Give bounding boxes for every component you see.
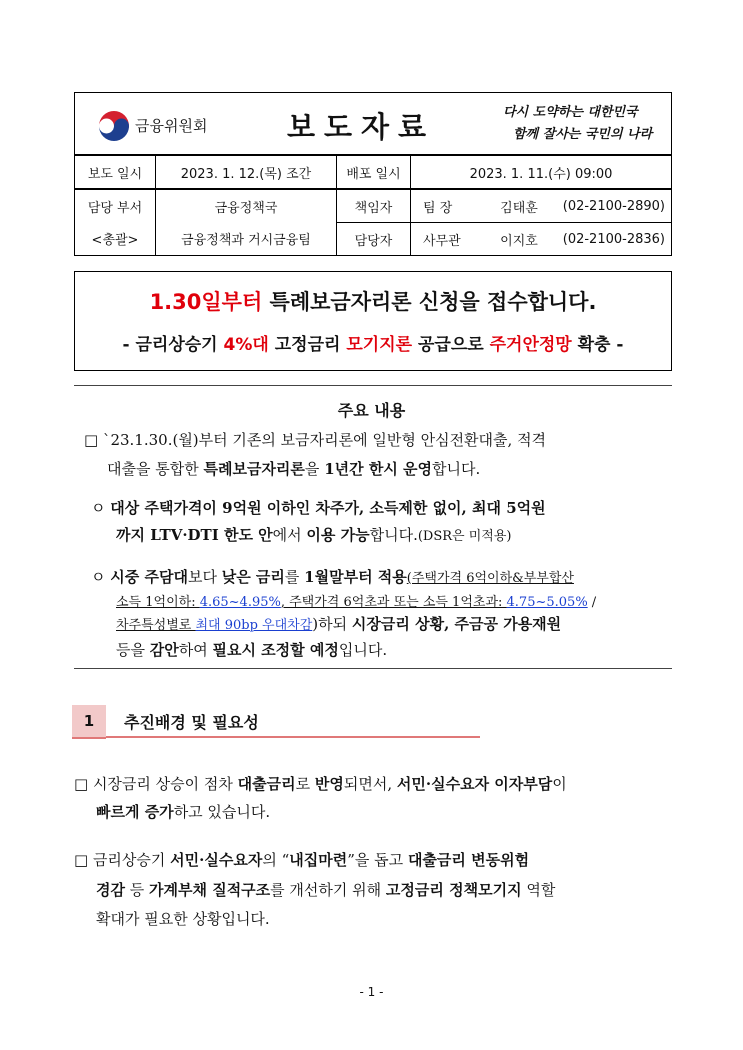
dept-label: 담당 부서 [75, 189, 156, 223]
sub-end: 확충 - [571, 335, 624, 355]
section1-b2-line2: 경감 등 가계부채 질적구조를 개선하기 위해 고정금리 정책모기지 역할 [96, 881, 556, 899]
sub-prefix: - 금리상승기 [122, 335, 224, 355]
headline-text: 특례보금자리론 신청을 접수합니다. [262, 290, 597, 314]
report-date-label: 보도 일시 [75, 155, 156, 189]
headline-date: 1.30일부터 [149, 290, 263, 314]
section1-number: 1 [83, 712, 95, 730]
manager-name: 김태훈 [491, 189, 547, 223]
slogan-line1: 다시 도약하는 대한민국 [503, 105, 638, 120]
summary-heading: 주요 내용 [337, 401, 406, 420]
section1-b2-line1: □ 금리상승기 서민·실수요자의 “내집마련”을 돕고 대출금리 변동위험 [74, 851, 530, 869]
dist-date: 2023. 1. 11.(수) 09:00 [411, 155, 672, 189]
staff-label: 담당자 [337, 223, 411, 256]
section1-b1-line1: □ 시장금리 상승이 점차 대출금리로 반영되면서, 서민·실수요자 이자부담이 [74, 775, 567, 793]
staff-title: 사무관 [411, 223, 492, 256]
subheadline [75, 330, 671, 355]
staff-phone: (02-2100-2836) [547, 223, 672, 256]
slogan-line2: 함께 잘사는 국민의 나라 [513, 127, 653, 142]
manager-title: 팀 장 [411, 189, 492, 223]
summary-p2-line2: 까지 LTV·DTI 한도 안에서 이용 가능합니다.(DSR은 미적용) [116, 526, 512, 544]
taeguk-logo-icon [97, 109, 131, 143]
summary-p1-line2: 대출을 통합한 특례보금자리론을 1년간 한시 운영합니다. [107, 460, 481, 478]
summary-p2-line1: ㅇ 대상 주택가격이 9억원 이하인 차주가, 소득제한 없이, 최대 5억원 [91, 499, 546, 517]
summary-p3-line3: 차주특성별로 최대 90bp 우대차감)하되 시장금리 상황, 주금공 가용재원 [116, 615, 562, 633]
headline-box [74, 271, 672, 371]
summary-bottom-rule [74, 668, 672, 669]
section1-underline [106, 736, 480, 738]
page-number: - 1 - [359, 985, 384, 999]
sub-mortgage: 모기지론 [346, 335, 413, 355]
section1-title: 추진배경 및 필요성 [124, 713, 259, 732]
section1-b1-line2: 빠르게 증가하고 있습니다. [96, 803, 271, 821]
summary-p3-line2: 소득 1억이하: 4.65~4.95%, 주택가격 6억초과 또는 소득 1억초과: 4.75~5.05% / [116, 595, 597, 610]
summary-top-rule [74, 385, 672, 386]
header-box [74, 92, 672, 155]
dist-date-label: 배포 일시 [337, 155, 411, 189]
sub-rate: 4%대 [223, 335, 269, 355]
dept-name: 금융정책국 [156, 189, 337, 223]
dept-sub-label: <총괄> [75, 223, 156, 256]
sub-mid1: 고정금리 [268, 335, 347, 355]
doc-type-title: 보도자료 [287, 110, 436, 144]
summary-p1-line1: □ `23.1.30.(월)부터 기존의 보금자리론에 일반형 안심전환대출, 적격 [84, 431, 547, 449]
org-name: 금융위원회 [135, 117, 208, 135]
section1-b2-line3: 확대가 필요한 상황입니다. [96, 910, 270, 928]
section1-number-box [72, 705, 106, 739]
report-date: 2023. 1. 12.(목) 조간 [156, 155, 337, 189]
info-table [74, 154, 672, 256]
manager-label: 책임자 [337, 189, 411, 223]
manager-phone: (02-2100-2890) [547, 189, 672, 223]
dept-team: 금융정책과 거시금융팀 [156, 223, 337, 256]
summary-p3-line4: 등을 감안하여 필요시 조정할 예정입니다. [116, 641, 388, 659]
summary-p3-line1: ㅇ 시중 주담대보다 낮은 금리를 1월말부터 적용(주택가격 6억이하&부부합산 [91, 568, 574, 586]
staff-name: 이지호 [491, 223, 547, 256]
headline [75, 286, 671, 316]
sub-safety: 주거안정망 [489, 335, 572, 355]
sub-mid2: 공급으로 [412, 335, 490, 355]
